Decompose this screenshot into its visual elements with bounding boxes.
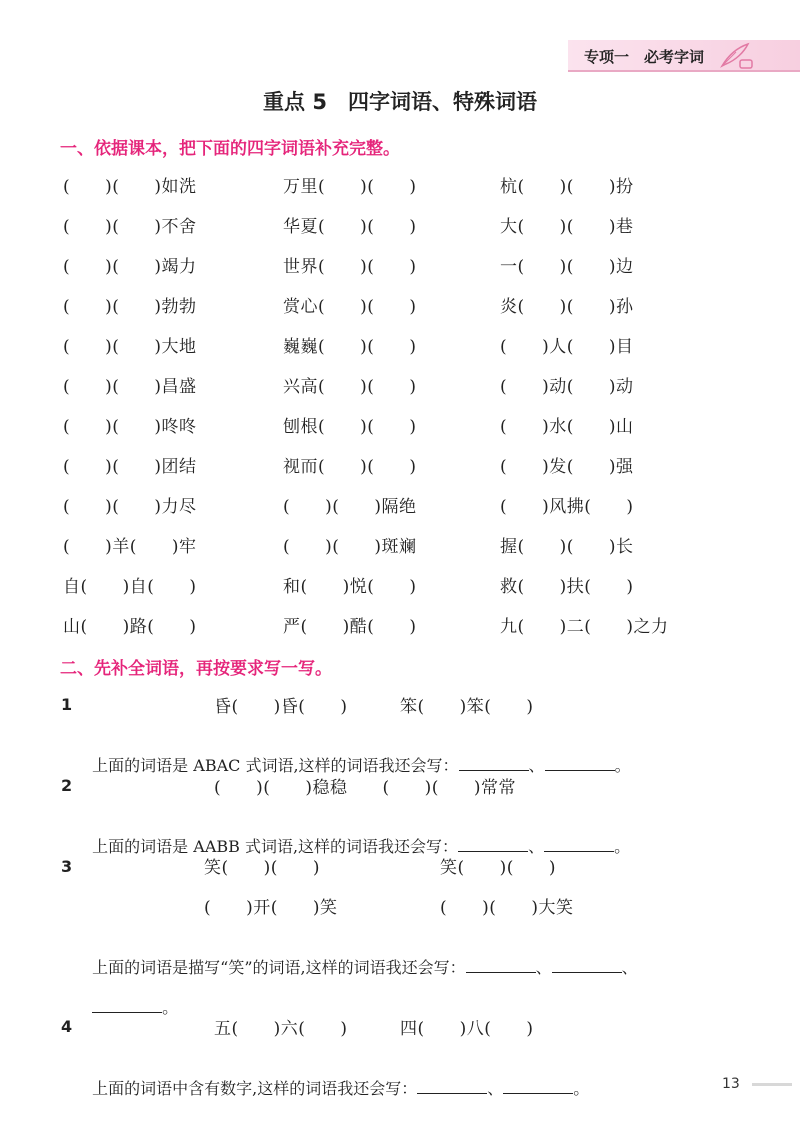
word-blank[interactable]: 救( )扶( ) bbox=[500, 577, 634, 597]
word-blank[interactable]: ( )羊( )牢 bbox=[63, 537, 197, 557]
answer-blank[interactable] bbox=[552, 958, 622, 973]
answer-end: 。 bbox=[614, 837, 631, 856]
word-blank[interactable]: ( )( )团结 bbox=[63, 457, 197, 477]
answer-blank[interactable] bbox=[466, 958, 536, 973]
answer-sep: 、 bbox=[535, 958, 552, 977]
word-blank[interactable]: 握( )( )长 bbox=[500, 537, 634, 557]
section2-heading: 二、先补全词语，再按要求写一写。 bbox=[60, 659, 332, 679]
word-blank[interactable]: 和( )悦( ) bbox=[283, 577, 417, 597]
answer-blank[interactable] bbox=[545, 756, 615, 771]
word-blank[interactable]: ( )开( )笑 bbox=[204, 898, 338, 918]
answer-prompt: 上面的词语是 AABB 式词语,这样的词语我还会写： bbox=[92, 837, 459, 856]
word-blank[interactable]: ( )( )大地 bbox=[63, 337, 197, 357]
answer-line bbox=[82, 734, 631, 776]
word-blank[interactable]: 赏心( )( ) bbox=[283, 297, 417, 317]
section1-heading: 一、依据课本，把下面的四字词语补充完整。 bbox=[60, 139, 400, 159]
word-blank[interactable]: 视而( )( ) bbox=[283, 457, 417, 477]
item-number: 1 bbox=[61, 695, 73, 714]
word-blank[interactable]: ( )发( )强 bbox=[500, 457, 634, 477]
word-blank[interactable]: ( )( )竭力 bbox=[63, 257, 197, 277]
word-blank[interactable]: 一( )( )边 bbox=[500, 257, 634, 277]
answer-prompt: 上面的词语中含有数字,这样的词语我还会写： bbox=[92, 1079, 418, 1098]
word-blank[interactable]: 笑( )( ) bbox=[204, 858, 321, 878]
word-blank[interactable]: ( )水( )山 bbox=[500, 417, 634, 437]
answer-end: 。 bbox=[162, 998, 179, 1017]
word-blank[interactable]: 九( )二( )之力 bbox=[500, 617, 669, 637]
page-title: 重点 5 四字词语、特殊词语 bbox=[263, 90, 537, 114]
word-blank[interactable]: ( )风拂( ) bbox=[500, 497, 634, 517]
word-blank[interactable]: 五( )六( ) 四( )八( ) bbox=[214, 1019, 534, 1039]
word-blank[interactable]: 大( )( )巷 bbox=[500, 217, 634, 237]
word-blank[interactable]: ( )( )力尽 bbox=[63, 497, 197, 517]
word-blank[interactable]: ( )( )斑斓 bbox=[283, 537, 417, 557]
item-number: 4 bbox=[61, 1017, 73, 1036]
word-blank[interactable]: 严( )酷( ) bbox=[283, 617, 417, 637]
answer-blank[interactable] bbox=[544, 837, 614, 852]
answer-sep: 、 bbox=[621, 958, 638, 977]
answer-line bbox=[82, 815, 630, 857]
item-number: 3 bbox=[61, 857, 73, 876]
answer-prompt: 上面的词语是描写“笑”的词语,这样的词语我还会写： bbox=[92, 958, 466, 977]
answer-sep: 、 bbox=[487, 1079, 504, 1098]
answer-line-continued bbox=[82, 976, 178, 1018]
word-blank[interactable]: ( )( )如洗 bbox=[63, 177, 197, 197]
word-blank[interactable]: 兴高( )( ) bbox=[283, 377, 417, 397]
section-tag-label: 专项一 必考字词 bbox=[584, 48, 705, 66]
answer-blank[interactable] bbox=[459, 756, 529, 771]
page-number-bar bbox=[752, 1083, 792, 1086]
answer-line bbox=[82, 1057, 589, 1099]
word-blank[interactable]: ( )( )大笑 bbox=[440, 898, 574, 918]
word-blank[interactable]: ( )人( )目 bbox=[500, 337, 634, 357]
answer-blank[interactable] bbox=[458, 837, 528, 852]
word-blank[interactable]: 杭( )( )扮 bbox=[500, 177, 634, 197]
answer-end: 。 bbox=[614, 756, 631, 775]
word-blank[interactable]: 华夏( )( ) bbox=[283, 217, 417, 237]
answer-sep: 、 bbox=[528, 756, 545, 775]
word-blank[interactable]: 炎( )( )孙 bbox=[500, 297, 634, 317]
word-blank[interactable]: ( )( )咚咚 bbox=[63, 417, 197, 437]
word-blank[interactable]: 昏( )昏( ) 笨( )笨( ) bbox=[214, 697, 534, 717]
word-blank[interactable]: ( )( )稳稳 ( )( )常常 bbox=[214, 778, 517, 798]
answer-blank[interactable] bbox=[417, 1079, 487, 1094]
word-blank[interactable]: 笑( )( ) bbox=[440, 858, 557, 878]
word-blank[interactable]: 世界( )( ) bbox=[283, 257, 417, 277]
answer-end: 。 bbox=[573, 1079, 590, 1098]
word-blank[interactable]: ( )( )勃勃 bbox=[63, 297, 197, 317]
answer-blank[interactable] bbox=[92, 998, 162, 1013]
word-blank[interactable]: 刨根( )( ) bbox=[283, 417, 417, 437]
word-blank[interactable]: ( )( )不舍 bbox=[63, 217, 197, 237]
feather-ink-icon bbox=[718, 42, 754, 70]
word-blank[interactable]: 自( )自( ) bbox=[63, 577, 197, 597]
answer-line bbox=[82, 936, 638, 978]
word-blank[interactable]: ( )动( )动 bbox=[500, 377, 634, 397]
page-number: 13 bbox=[722, 1076, 740, 1092]
word-blank[interactable]: 山( )路( ) bbox=[63, 617, 197, 637]
word-blank[interactable]: 巍巍( )( ) bbox=[283, 337, 417, 357]
word-blank[interactable]: 万里( )( ) bbox=[283, 177, 417, 197]
section-tag bbox=[568, 40, 800, 72]
answer-blank[interactable] bbox=[503, 1079, 573, 1094]
item-number: 2 bbox=[61, 776, 73, 795]
word-blank[interactable]: ( )( )昌盛 bbox=[63, 377, 197, 397]
word-blank[interactable]: ( )( )隔绝 bbox=[283, 497, 417, 517]
answer-sep: 、 bbox=[528, 837, 545, 856]
answer-prompt: 上面的词语是 ABAC 式词语,这样的词语我还会写： bbox=[92, 756, 459, 775]
